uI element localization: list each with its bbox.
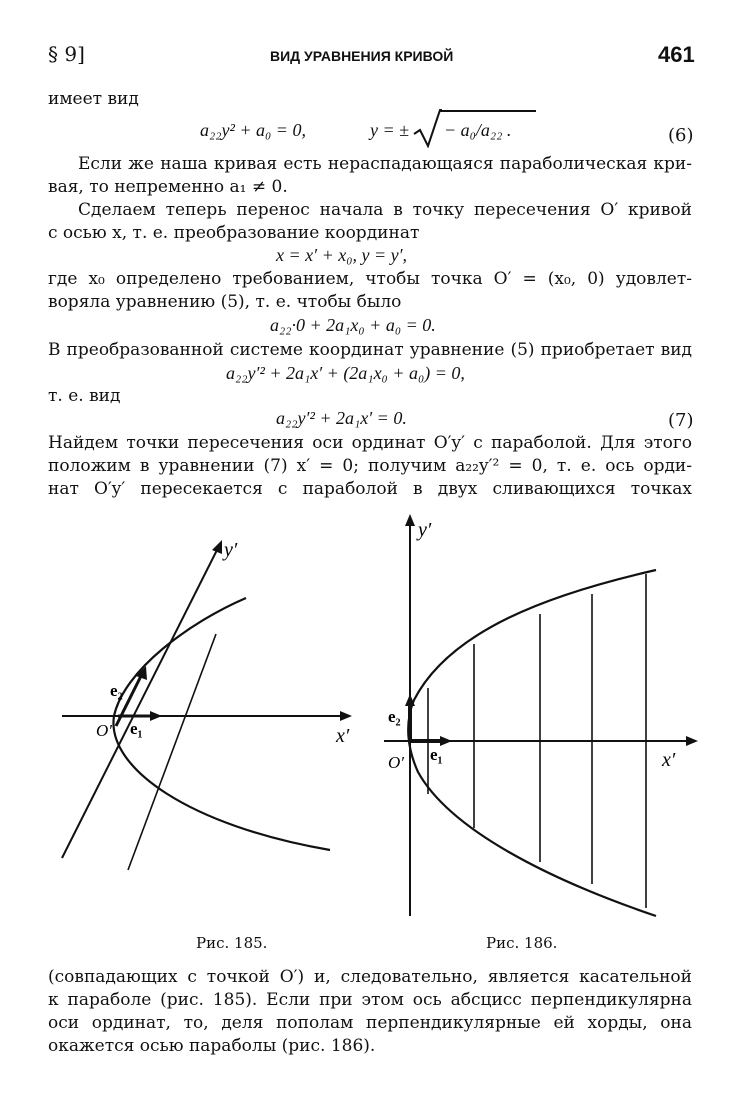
y-axis-label: y′ (418, 519, 432, 541)
text-line: воряла уравнению (5), т. е. чтобы было (48, 292, 402, 312)
origin-label: O′ (388, 753, 404, 772)
formula-6-left: a₂₂y² + a₀ = 0, (200, 120, 306, 140)
text-line: (совпадающих с точкой O′) и, следовательно, является касательной (48, 967, 692, 987)
text-line: имеет вид (48, 89, 139, 109)
y-axis-label: y′ (224, 539, 238, 561)
text-line: вая, то непременно a₁ ≠ 0. (48, 177, 288, 197)
x-axis-label: x′ (336, 725, 350, 747)
formula-6-fraction: − a₀/a₂₂ . (444, 120, 512, 140)
text-line: т. е. вид (48, 386, 121, 406)
figure-186 (380, 510, 710, 930)
e1-label: e₁ (430, 745, 443, 764)
formula-6-mid: y = ± (370, 120, 410, 140)
text-line: к параболе (рис. 185). Если при этом ось абсцисс перпендикулярна (48, 990, 692, 1010)
figure-185 (0, 510, 380, 930)
text-line: окажется осью параболы (рис. 186). (48, 1036, 376, 1056)
radical-sign (412, 108, 442, 148)
formula-7: a₂₂y′² + 2a₁x′ = 0. (276, 408, 407, 428)
section-mark: § 9] (48, 42, 85, 66)
equation-number-7: (7) (668, 410, 694, 431)
figure-caption-185: Рис. 185. (196, 934, 268, 952)
figure-caption-186: Рис. 186. (486, 934, 558, 952)
parabola-curve (113, 598, 330, 850)
origin-label: O′ (96, 721, 112, 740)
text-line: Если же наша кривая есть нераспадающаяся параболическая кри- (78, 154, 692, 174)
equation-number-6: (6) (668, 125, 694, 146)
x-axis-label: x′ (662, 749, 676, 771)
e1-label: e₁ (130, 719, 143, 738)
formula-transformed: a₂₂y′² + 2a₁x′ + (2a₁x₀ + a₀) = 0, (226, 363, 465, 383)
running-title: ВИД УРАВНЕНИЯ КРИВОЙ (270, 48, 454, 64)
radical-bar (440, 110, 536, 112)
arrow-icon (212, 540, 222, 554)
text-line: с осью x, т. е. преобразование координат (48, 223, 420, 243)
formula-transform: x = x′ + x₀, y = y′, (276, 245, 408, 265)
formula-condition: a₂₂·0 + 2a₁x₀ + a₀ = 0. (270, 315, 436, 335)
text-line: Найдем точки пересечения оси ординат O′y′ с параболой. Для этого (48, 433, 692, 453)
page-number: 461 (658, 42, 695, 67)
text-line: В преобразованной системе координат уравнение (5) приобретает вид (48, 340, 692, 360)
text-line: нат O′y′ пересекается с параболой в двух сливающихся точках (48, 479, 692, 499)
arrow-icon (150, 711, 162, 721)
e2-label: e₂ (388, 707, 401, 726)
text-line: положим в уравнении (7) x′ = 0; получим a₂₂y′² = 0, т. е. ось орди- (48, 456, 692, 476)
arrow-icon (405, 514, 415, 526)
e2-label: e₂ (110, 681, 123, 700)
y-axis-line (62, 548, 218, 858)
arrow-icon (340, 711, 352, 721)
text-line: Сделаем теперь перенос начала в точку пересечения O′ кривой (78, 200, 692, 220)
text-line: оси ординат, то, деля пополам перпендикулярные ей хорды, она (48, 1013, 692, 1033)
arrow-icon (686, 736, 698, 746)
text-line: где x₀ определено требованием, чтобы точка O′ = (x₀, 0) удовлет- (48, 269, 692, 289)
